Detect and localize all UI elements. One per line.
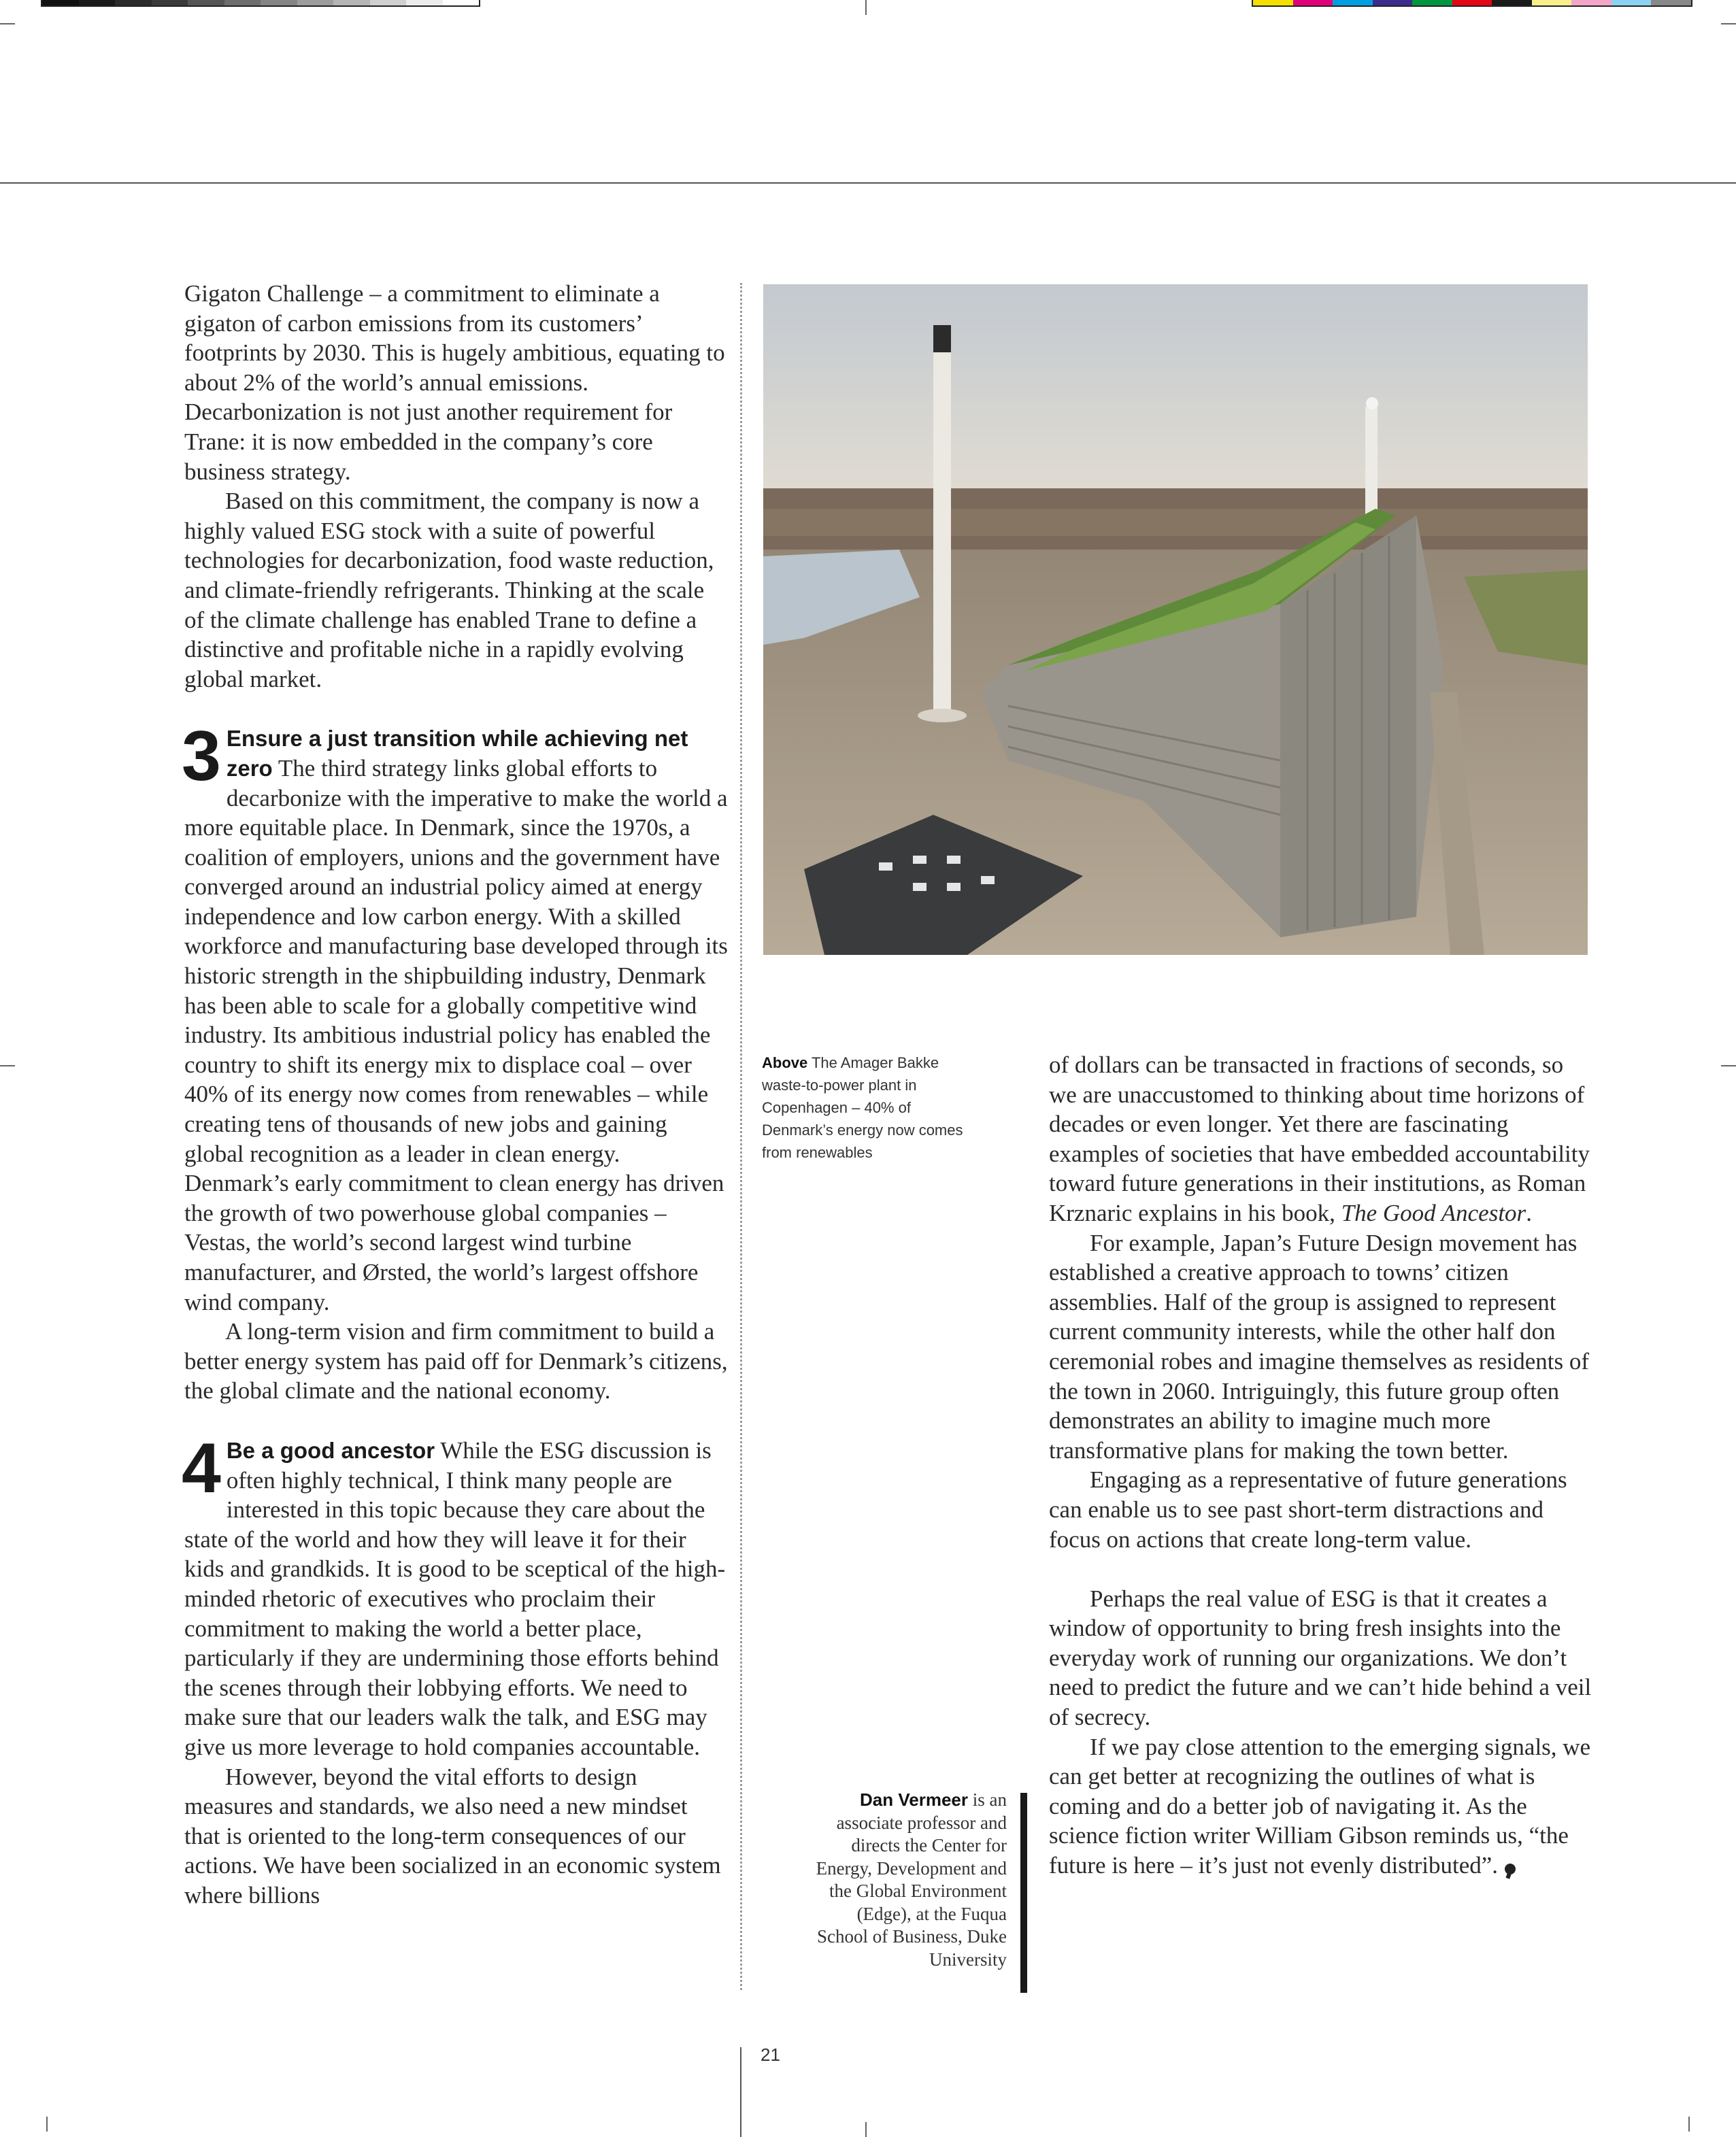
section-4 [182, 1428, 729, 1911]
paragraph: A long-term vision and firm commitment to build a better energy system has paid off for Denmark’s citizens, the global climate and the national economy. [184, 1318, 728, 1404]
paragraph-text: . [1526, 1199, 1532, 1226]
author-bio [803, 1789, 1007, 1971]
paragraph: Gigaton Challenge – a commitment to eliminate a gigaton of carbon emissions from its customers’ footprints by 2030. This is hugely ambitious, equating to about 2% of the world’s annual emissions. Decarbonization is not just another requirement for Trane: it is now embedded in the company’s core business strategy. [184, 280, 725, 485]
paragraph-text: of dollars can be transacted in fractions of seconds, so we are unaccustomed to thinking about time horizons of decades or even longer. Yet there are fascinating examples of societies that have embedded accountability toward future generations in their institutions, as Roman Krznaric explains in his book, [1049, 1051, 1590, 1226]
book-title: The Good Ancestor [1341, 1199, 1526, 1226]
color-swatch [152, 0, 188, 5]
color-swatch [1293, 0, 1333, 5]
color-swatch [42, 0, 79, 5]
color-swatch [1333, 0, 1373, 5]
section-number: 3 [182, 717, 221, 796]
crop-mark-bottom-left [46, 2117, 48, 2132]
registration-color-bar-left [41, 0, 480, 7]
section-body: While the ESG discussion is often highly technical, I think many people are interested in this topic because they care about the state of the world and how they will leave it for their kids and grandkids. It is good to be sceptical of the high-minded rhetoric of executives who proclaim their commitment to making the world a better place, particularly if they are undermining those efforts behind the scenes through their lobbying efforts. We need to make sure that our leaders walk the talk, and ESG may give us more leverage to hold companies accountable. [184, 1436, 726, 1760]
color-swatch [1532, 0, 1572, 5]
author-description: is an associate professor and directs the Center for Energy, Development and the Global Environment (Edge), at the Fuqua School of Business, Duke University [816, 1789, 1007, 1970]
color-swatch [188, 0, 224, 5]
paragraph: However, beyond the vital efforts to design measures and standards, we also need a new mindset that is oriented to the long-term consequences of our actions. We have been socialized in an economic system where billions [184, 1763, 721, 1908]
crop-mark-top [865, 0, 867, 15]
paragraph-text: If we pay close attention to the emerging signals, we can get better at recognizing the outlines of what is coming and do a better job of navigating it. As the science fiction writer William Gibson reminds us, “the future is here – it’s just not evenly distributed”. [1049, 1733, 1591, 1879]
color-swatch [406, 0, 443, 5]
crop-mark-right-top [1721, 23, 1736, 24]
color-swatch [79, 0, 116, 5]
author-name: Dan Vermeer [860, 1789, 968, 1810]
color-swatch [1571, 0, 1612, 5]
color-swatch [1373, 0, 1413, 5]
page-number: 21 [761, 2045, 780, 2065]
color-swatch [370, 0, 407, 5]
caption-text: The Amager Bakke waste-to-power plant in Copenhagen – 40% of Denmark’s energy now comes from renewables [762, 1054, 963, 1161]
section-number: 4 [182, 1428, 221, 1508]
paragraph [1049, 1050, 1593, 1228]
paragraph: Based on this commitment, the company is now a highly valued ESG stock with a suite of powerful technologies for decarbonization, food waste reduction, and climate-friendly refrigerants. Thinking at the scale of the climate challenge has enabled Trane to define a distinctive and profitable niche in a rapidly evolving global market. [184, 488, 714, 692]
paragraph [182, 1428, 729, 1762]
color-swatch [443, 0, 480, 5]
amager-bakke-photo [763, 284, 1588, 955]
paragraph: Perhaps the real value of ESG is that it creates a window of opportunity to bring fresh insights into the everyday work of running our organizations. We don’t need to predict the future and we can’t hide behind a veil of secrecy. [1049, 1585, 1592, 1731]
color-swatch [333, 0, 370, 5]
color-swatch [1651, 0, 1691, 5]
color-swatch [297, 0, 334, 5]
left-text-column [184, 279, 729, 1910]
paragraph: For example, Japan’s Future Design movement has established a creative approach to towns’ citizen assemblies. Half of the group is assigned to represent current community interests, while the other half don ceremonial robes and imagine themselves as residents of the town in 2060. Intriguingly, this future group often demonstrates an ability to imagine much more transformative plans for making the town better. [1049, 1229, 1590, 1464]
crop-mark-bottom-right [1688, 2117, 1690, 2132]
section-body: The third strategy links global efforts to decarbonize with the imperative to make the world a more equitable place. In Denmark, since the 1970s, a coalition of employers, unions and the government have converged around an industrial policy aimed at energy independence and low carbon energy. With a skilled workforce and manufacturing base developed through its historic strength in the shipbuilding industry, Denmark has been able to scale for a globally competitive wind industry. Its ambitious industrial policy has enabled the country to shift its energy mix to displace coal – over 40% of its energy now comes from renewables – while creating tens of thousands of new jobs and gaining global recognition as a leader in clean energy. Denmark’s early commitment to clean energy has driven the growth of two powerhouse global companies – Vestas, the world’s second largest wind turbine manufacturer, and Ørsted, the world’s largest offshore wind company. [184, 754, 728, 1315]
section-heading: Ensure a just transition while achieving net zero [226, 726, 688, 781]
section-3 [182, 717, 729, 1406]
photo-caption [762, 1051, 966, 1164]
color-swatch [1612, 0, 1652, 5]
right-text-column [1049, 1050, 1593, 1881]
bio-accent-bar [1020, 1793, 1027, 1993]
registration-color-bar-right [1252, 0, 1692, 7]
column-divider [740, 283, 742, 1990]
color-swatch [1452, 0, 1492, 5]
footer-rule [740, 2047, 741, 2137]
caption-label: Above [762, 1054, 808, 1071]
crop-mark-left-middle [0, 1065, 15, 1066]
color-swatch [261, 0, 297, 5]
paragraph: Engaging as a representative of future generations can enable us to see past short-term distractions and focus on actions that create long-term value. [1049, 1466, 1567, 1553]
color-swatch [115, 0, 152, 5]
end-mark-icon [1505, 1864, 1516, 1874]
paragraph [182, 717, 729, 1317]
color-swatch [1253, 0, 1293, 5]
crop-mark-left-top [0, 23, 15, 24]
color-swatch [224, 0, 261, 5]
color-swatch [1492, 0, 1532, 5]
crop-mark-right-middle [1721, 1065, 1736, 1066]
section-heading: Be a good ancestor [226, 1437, 435, 1463]
header-rule [0, 182, 1736, 184]
crop-mark-bottom-center [865, 2122, 867, 2137]
color-swatch [1412, 0, 1452, 5]
paragraph [1049, 1732, 1593, 1881]
